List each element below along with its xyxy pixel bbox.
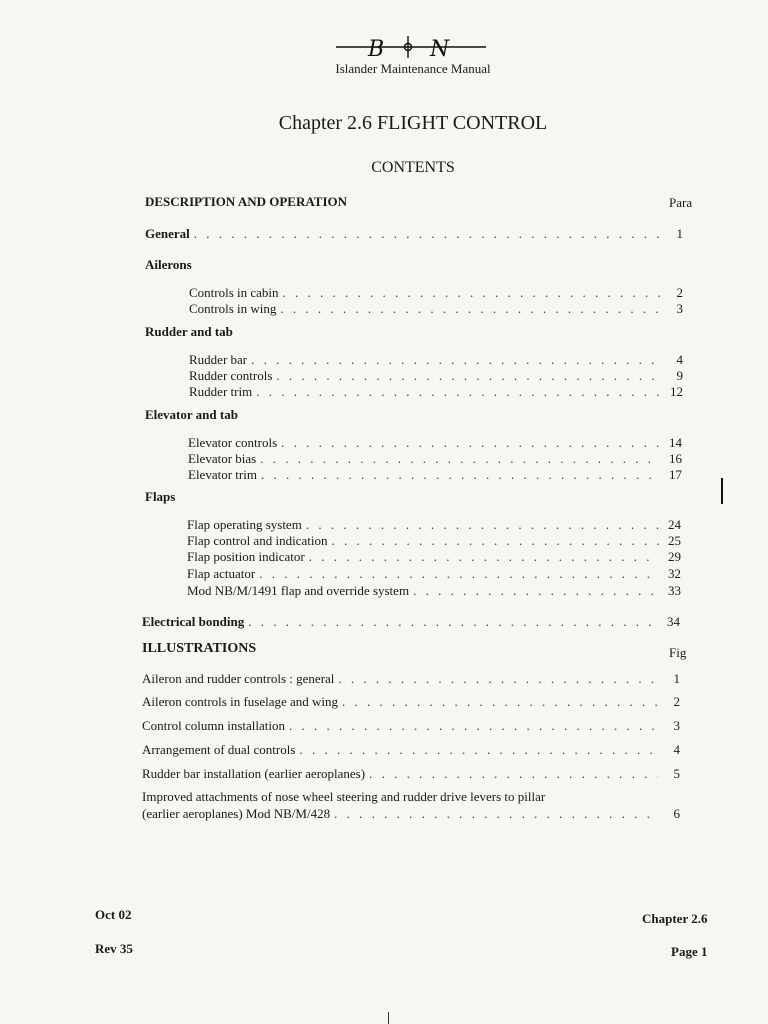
- dot-leader: [248, 614, 658, 630]
- bn-logo: [336, 34, 486, 64]
- toc-entry-number: 3: [673, 718, 680, 733]
- footer-chapter: Chapter 2.6: [642, 911, 708, 926]
- toc-entry-label: Rudder trim: [189, 384, 253, 399]
- toc-entry[interactable]: [189, 301, 683, 317]
- toc-entry-number: 32: [668, 566, 681, 581]
- dot-leader: [299, 742, 658, 758]
- svg-text:N: N: [430, 37, 450, 62]
- toc-entry-label: (earlier aeroplanes) Mod NB/M/428: [142, 806, 331, 821]
- scan-mark: [388, 1012, 389, 1024]
- toc-entry-label: Aileron controls in fuselage and wing: [142, 694, 339, 709]
- toc-entry-number: 14: [669, 435, 682, 450]
- toc-entry[interactable]: [187, 549, 681, 565]
- dot-leader: [194, 226, 661, 242]
- toc-entry[interactable]: [188, 467, 682, 483]
- toc-entry[interactable]: [189, 285, 683, 301]
- toc-entry[interactable]: [142, 671, 680, 687]
- dot-leader: [342, 694, 658, 710]
- toc-entry[interactable]: [187, 517, 681, 533]
- toc-entry-number: 9: [676, 368, 683, 383]
- toc-entry-number: 2: [673, 694, 680, 709]
- para-column-label: Para: [669, 195, 693, 210]
- toc-entry-label: Mod NB/M/1491 flap and override system: [187, 583, 410, 598]
- dot-leader: [334, 806, 658, 822]
- dot-leader: [261, 467, 660, 483]
- toc-entry-label: Flap control and indication: [187, 533, 328, 548]
- toc-entry-number: 17: [669, 467, 682, 482]
- toc-entry-label: Rudder bar: [189, 352, 248, 367]
- toc-entry-number: 34: [667, 614, 680, 629]
- flaps-heading: Flaps: [145, 489, 176, 504]
- bn-logo-icon: [336, 34, 486, 64]
- toc-entry-label: Controls in cabin: [189, 285, 279, 300]
- toc-entry-number: 3: [676, 301, 683, 316]
- toc-entry-label: Elevator controls: [188, 435, 278, 450]
- dot-leader: [283, 285, 661, 301]
- toc-entry-number: 4: [673, 742, 680, 757]
- toc-entry-number: 6: [673, 806, 680, 821]
- toc-entry-electrical-bonding[interactable]: [142, 614, 680, 630]
- dot-leader: [280, 301, 661, 317]
- manual-name: Islander Maintenance Manual: [335, 61, 491, 76]
- toc-entry-label: Rudder bar installation (earlier aeroplanes): [142, 766, 366, 781]
- dot-leader: [309, 549, 659, 565]
- contents-title: CONTENTS: [371, 159, 455, 176]
- footer-page: Page 1: [671, 944, 708, 959]
- toc-entry-label: Control column installation: [142, 718, 285, 733]
- toc-entry-label: Elevator trim: [188, 467, 257, 482]
- toc-entry-number: 1: [673, 671, 680, 686]
- toc-entry-number: 4: [676, 352, 683, 367]
- toc-entry-number: 16: [669, 451, 682, 466]
- dot-leader: [256, 384, 661, 400]
- ailerons-heading: Ailerons: [145, 257, 192, 272]
- toc-entry-label: General: [145, 226, 190, 241]
- toc-entry-label: Controls in wing: [189, 301, 277, 316]
- toc-entry[interactable]: [142, 718, 680, 734]
- toc-entry[interactable]: [189, 384, 683, 400]
- toc-entry-number: 5: [673, 766, 680, 781]
- toc-entry-label: Arrangement of dual controls: [142, 742, 296, 757]
- toc-entry-label: Flap operating system: [187, 517, 302, 532]
- footer-revision: Rev 35: [95, 941, 133, 956]
- dot-leader: [276, 368, 661, 384]
- dot-leader: [413, 583, 659, 599]
- dot-leader: [331, 533, 659, 549]
- toc-entry-label: Aileron and rudder controls : general: [142, 671, 335, 686]
- svg-text:B: B: [368, 37, 385, 62]
- dot-leader: [260, 451, 660, 467]
- rudder-heading: Rudder and tab: [145, 324, 233, 339]
- toc-entry[interactable]: [142, 742, 680, 758]
- fig-column-label: Fig: [669, 645, 687, 660]
- footer-date: Oct 02: [95, 907, 132, 922]
- toc-entry-number: 33: [668, 583, 681, 598]
- toc-entry[interactable]: [142, 766, 680, 782]
- toc-entry-label: Rudder controls: [189, 368, 273, 383]
- toc-entry-number: 25: [668, 533, 681, 548]
- toc-entry[interactable]: [189, 352, 683, 368]
- toc-entry-label: Elevator bias: [188, 451, 257, 466]
- toc-entry-number: 24: [668, 517, 681, 532]
- toc-entry-general[interactable]: [145, 226, 683, 242]
- description-heading: DESCRIPTION AND OPERATION: [145, 194, 348, 209]
- toc-entry-label: Flap position indicator: [187, 549, 305, 564]
- dot-leader: [306, 517, 659, 533]
- revision-change-bar: [721, 478, 723, 504]
- toc-entry[interactable]: [188, 435, 682, 451]
- dot-leader: [289, 718, 658, 734]
- toc-entry[interactable]: [187, 583, 681, 599]
- dot-leader: [251, 352, 661, 368]
- chapter-title: Chapter 2.6 FLIGHT CONTROL: [278, 112, 548, 134]
- toc-entry[interactable]: [187, 533, 681, 549]
- dot-leader: [369, 766, 658, 782]
- dot-leader: [259, 566, 659, 582]
- elevator-heading: Elevator and tab: [145, 407, 238, 422]
- toc-entry[interactable]: [189, 368, 683, 384]
- toc-entry-number: 12: [670, 384, 683, 399]
- dot-leader: [281, 435, 660, 451]
- toc-entry[interactable]: [187, 566, 681, 582]
- toc-entry[interactable]: [142, 806, 680, 822]
- toc-entry-label: Flap actuator: [187, 566, 256, 581]
- toc-entry[interactable]: [142, 694, 680, 710]
- toc-entry-wrapped-line: Improved attachments of nose wheel steering and rudder drive levers to pillar: [142, 789, 546, 804]
- toc-entry-number: 29: [668, 549, 681, 564]
- illustrations-heading: ILLUSTRATIONS: [142, 641, 257, 656]
- toc-entry[interactable]: [188, 451, 682, 467]
- dot-leader: [338, 671, 658, 687]
- toc-entry-number: 2: [676, 285, 683, 300]
- toc-entry-number: 1: [676, 226, 683, 241]
- toc-entry-label: Electrical bonding: [142, 614, 245, 629]
